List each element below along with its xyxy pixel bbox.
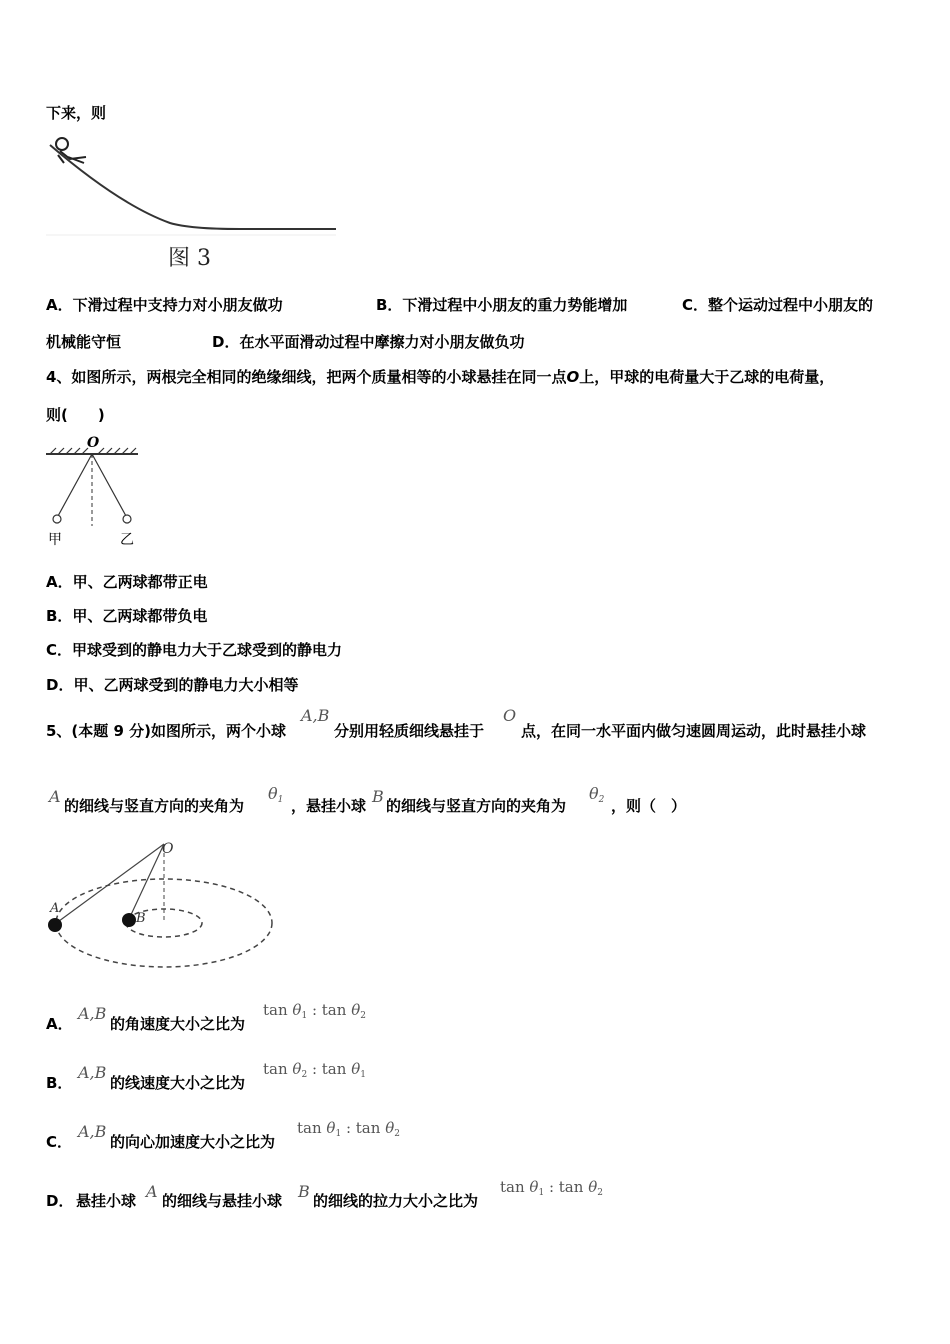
point-o-text: O xyxy=(87,435,100,451)
q4-stem-line1: 4、如图所示，两根完全相同的绝缘细线，把两个质量相等的小球悬挂在同一点O上，甲球的电荷量大于乙球的电荷量， xyxy=(46,368,835,386)
q5-stem-line1-c: 点，在同一水平面内做匀速圆周运动，此时悬挂小球 xyxy=(521,722,867,740)
q5-option-d-label: D． xyxy=(46,1192,74,1210)
intro-text: 下来，则 xyxy=(46,104,107,122)
q5-option-d-b: B xyxy=(298,1182,310,1201)
q5-option-d-ratio: $\tan \theta_1$ : $\tan \theta_2$ xyxy=(500,1178,603,1198)
child-body-icon xyxy=(58,151,86,163)
q3-option-a: A．下滑过程中支持力对小朋友做功 xyxy=(46,296,283,314)
q5-option-d-text1: 悬挂小球 xyxy=(76,1192,137,1210)
q5-stem-line2-d: ，则（ ） xyxy=(611,797,687,815)
point-o-label: O xyxy=(162,841,174,857)
thread-a xyxy=(55,844,164,924)
figure-3-caption: 图 3 xyxy=(168,246,211,271)
figure-5-conical-pendulums xyxy=(40,836,280,976)
q5-option-c-text: 的向心加速度大小之比为 xyxy=(110,1133,276,1151)
ball-jia xyxy=(53,515,61,523)
child-head-icon xyxy=(56,138,68,150)
q5-b-symbol: B xyxy=(372,787,384,806)
q5-option-b-label: B． xyxy=(46,1074,73,1092)
q5-option-c-ab: A,B xyxy=(78,1122,107,1141)
ball-yi-label: 乙 xyxy=(120,532,134,548)
q5-ab-symbol: A,B xyxy=(301,706,330,725)
q5-option-b-ratio: $\tan \theta_2$ : $\tan \theta_1$ xyxy=(263,1060,366,1080)
q5-stem-line1-b: 分别用轻质细线悬挂于 xyxy=(334,722,485,740)
point-o-label: O xyxy=(566,368,580,386)
q5-stem-line1-a: 5、(本题 9 分)如图所示，两个小球 xyxy=(46,722,287,740)
q3-option-d: D．在水平面滑动过程中摩擦力对小朋友做负功 xyxy=(212,333,525,351)
q5-option-a-ab: A,B xyxy=(78,1004,107,1023)
q5-option-c-label: C． xyxy=(46,1133,73,1151)
q4-stem-line2: 则( ) xyxy=(46,406,105,424)
q5-option-a-label: A． xyxy=(46,1015,73,1033)
thread-left xyxy=(58,454,92,516)
ball-b xyxy=(122,913,136,927)
q5-o-symbol: O xyxy=(503,706,517,725)
q5-option-a-text: 的角速度大小之比为 xyxy=(110,1015,246,1033)
q5-stem-line2-b: ，悬挂小球 xyxy=(291,797,367,815)
ball-jia-label: 甲 xyxy=(48,532,62,548)
thread-b xyxy=(129,844,164,919)
q3-option-c: C．整个运动过程中小朋友的 xyxy=(682,296,874,314)
q5-stem-line2-a: 的细线与竖直方向的夹角为 xyxy=(64,797,245,815)
q5-a-symbol: A xyxy=(49,787,61,806)
ball-b-label: B xyxy=(136,911,146,926)
q4-option-d: D．甲、乙两球受到的静电力大小相等 xyxy=(46,676,299,694)
slide-curve xyxy=(50,145,336,229)
ball-yi xyxy=(123,515,131,523)
q5-option-a-ratio: $\tan \theta_1$ : $\tan \theta_2$ xyxy=(263,1001,366,1021)
thread-right xyxy=(92,454,126,516)
q3-option-b: B．下滑过程中小朋友的重力势能增加 xyxy=(376,296,628,314)
q5-theta1-symbol: $\theta_1$ xyxy=(268,784,284,805)
figure-4-pendulums xyxy=(44,432,154,552)
q4-option-b: B．甲、乙两球都带负电 xyxy=(46,607,208,625)
q4-option-a: A．甲、乙两球都带正电 xyxy=(46,573,208,591)
q5-option-b-text: 的线速度大小之比为 xyxy=(110,1074,246,1092)
ball-a-label: A xyxy=(50,901,60,916)
q5-option-d-a: A xyxy=(146,1182,158,1201)
q4-option-c: C．甲球受到的静电力大于乙球受到的静电力 xyxy=(46,641,343,659)
q3-option-c-cont: 机械能守恒 xyxy=(46,333,122,351)
q5-stem-line2-c: 的细线与竖直方向的夹角为 xyxy=(386,797,567,815)
q5-option-b-ab: A,B xyxy=(78,1063,107,1082)
q5-option-d-text2: 的细线与悬挂小球 xyxy=(162,1192,283,1210)
q5-option-d-text3: 的细线的拉力大小之比为 xyxy=(313,1192,479,1210)
q5-theta2-symbol: $\theta_2$ xyxy=(589,784,605,805)
ball-a xyxy=(48,918,62,932)
q5-option-c-ratio: $\tan \theta_1$ : $\tan \theta_2$ xyxy=(297,1119,400,1139)
